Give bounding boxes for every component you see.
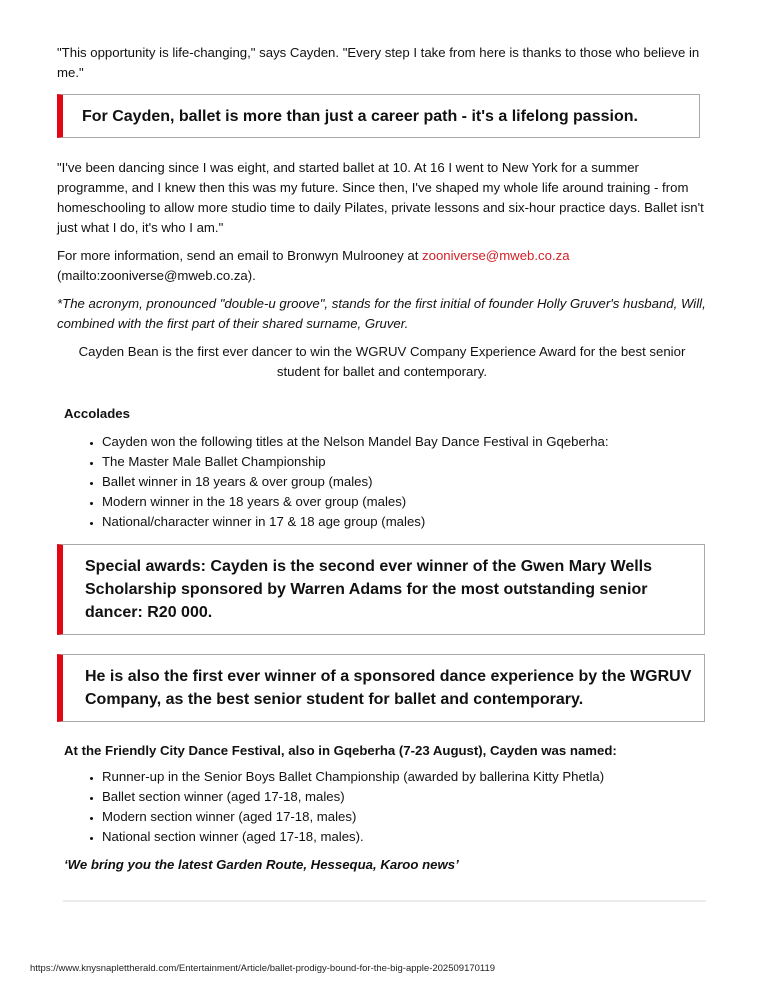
footnote: *The acronym, pronounced "double-u groove", stands for the first initial of founder Holly Gruver's husband, Will, combined with the first part of their shared surname, Gruver. bbox=[57, 296, 706, 331]
list-item: • Runner-up in the Senior Boys Ballet Championship (awarded by ballerina Kitty Phetla) bbox=[102, 767, 707, 787]
list-item: • Ballet winner in 18 years & over group (males) bbox=[102, 472, 707, 492]
list-item: • Modern section winner (aged 17-18, males) bbox=[102, 807, 707, 827]
friendly-city-heading: At the Friendly City Dance Festival, also in Gqeberha (7-23 August), Cayden was named: bbox=[64, 743, 617, 758]
quote-story: "I've been dancing since I was eight, and started ballet at 10. At 16 I went to New York for a summer programme, and I knew then this was my future. Since then, I've shaped my whole life around training - from homeschooling to allow more studio time to daily Pilates, private lessons and six-hour practice days. Ballet isn't just what I do, it's who I am." bbox=[57, 160, 704, 235]
list-item: • Modern winner in the 18 years & over group (males) bbox=[102, 492, 707, 512]
list-item: • National/character winner in 17 & 18 age group (males) bbox=[102, 512, 707, 532]
list-item: • Cayden won the following titles at the Nelson Mandel Bay Dance Festival in Gqeberha: bbox=[102, 432, 707, 452]
list-item: • National section winner (aged 17-18, males). bbox=[102, 827, 707, 847]
contact-paragraph bbox=[57, 246, 707, 286]
callout-wgruv: He is also the first ever winner of a sponsored dance experience by the WGRUV Company, as the best senior student for ballet and contemporary. bbox=[57, 654, 705, 722]
callout-passion: For Cayden, ballet is more than just a career path - it's a lifelong passion. bbox=[57, 94, 700, 138]
callout-special-awards: Special awards: Cayden is the second ever winner of the Gwen Mary Wells Scholarship sponsored by Warren Adams for the most outstanding senior dancer: R20 000. bbox=[57, 544, 705, 635]
article-body bbox=[57, 43, 707, 875]
contact-prefix: For more information, send an email to Bronwyn Mulrooney at bbox=[57, 248, 423, 263]
mailto-text: (mailto:zooniverse@mweb.co.za). bbox=[57, 268, 256, 283]
footer-url[interactable]: https://www.knysnaplettherald.com/Entertainment/Article/ballet-prodigy-bound-for-the-big-apple-202509170119 bbox=[30, 963, 496, 974]
divider bbox=[63, 900, 706, 902]
email-link[interactable]: zooniverse@mweb.co.za bbox=[422, 248, 570, 263]
friendly-city-list bbox=[57, 767, 707, 847]
accolades-list bbox=[57, 432, 707, 532]
list-item: • Ballet section winner (aged 17-18, males) bbox=[102, 787, 707, 807]
tagline: ‘We bring you the latest Garden Route, Hessequa, Karoo news’ bbox=[64, 857, 459, 872]
image-caption: Cayden Bean is the first ever dancer to win the WGRUV Company Experience Award for the best senior student for ballet and contemporary. bbox=[78, 344, 686, 379]
quote-intro: "This opportunity is life-changing," says Cayden. "Every step I take from here is thanks to those who believe in me." bbox=[57, 45, 700, 80]
accolades-heading: Accolades bbox=[64, 406, 130, 421]
list-item: • The Master Male Ballet Championship bbox=[102, 452, 707, 472]
